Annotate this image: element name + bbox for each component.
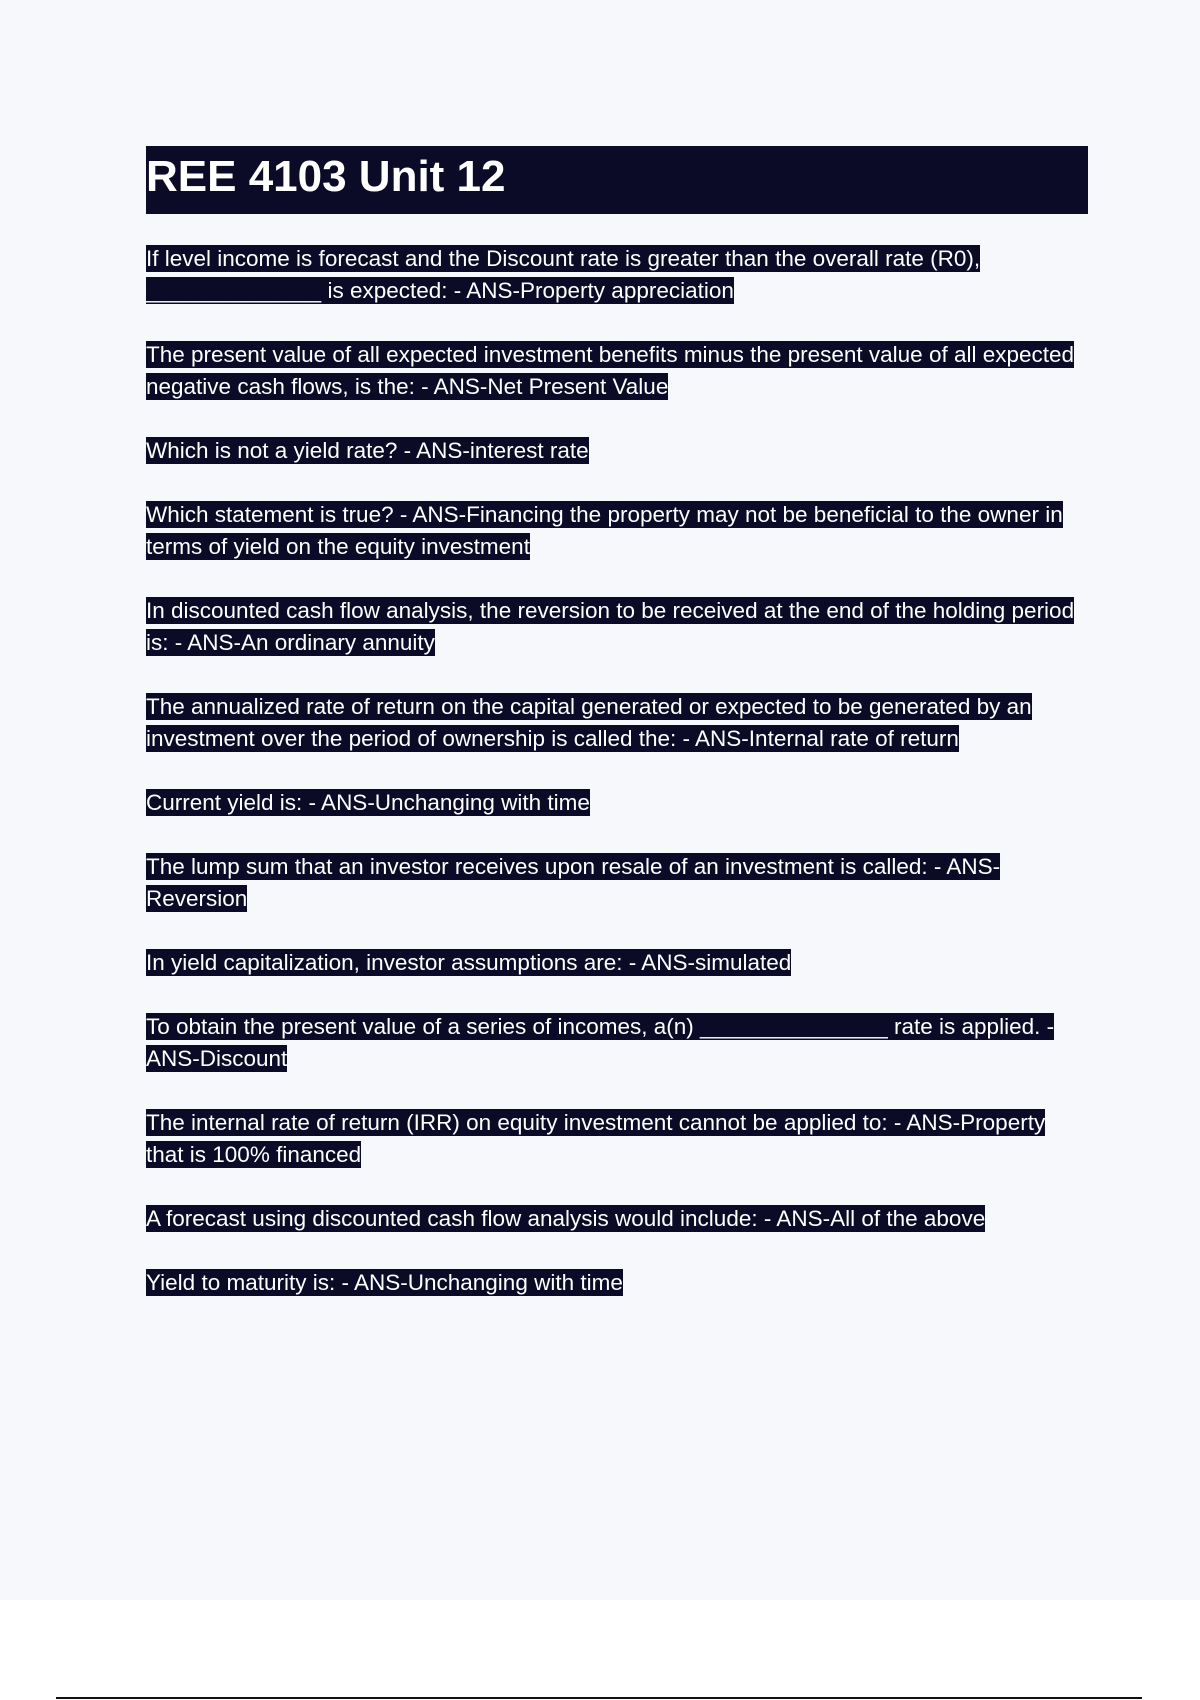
title-bar xyxy=(146,146,1088,214)
qa-item xyxy=(146,691,1088,755)
qa-item xyxy=(146,947,1088,979)
qa-item xyxy=(146,851,1088,915)
qa-text: To obtain the present value of a series of incomes, a(n) _______________ rate is applied. - ANS-Discount xyxy=(146,1014,1055,1071)
qa-text: In discounted cash flow analysis, the reversion to be received at the end of the holding period is: - ANS-An ordinary annuity xyxy=(146,598,1075,655)
qa-text: The present value of all expected investment benefits minus the present value of all expected negative cash flows, is the: - ANS-Net Present Value xyxy=(146,342,1075,399)
qa-item xyxy=(146,339,1088,403)
qa-text: A forecast using discounted cash flow analysis would include: - ANS-All of the above xyxy=(146,1206,986,1231)
document-title: REE 4103 Unit 12 xyxy=(146,152,506,201)
qa-text: If level income is forecast and the Discount rate is greater than the overall rate (R0), ______________ is expected: - ANS-Property appreciation xyxy=(146,246,981,303)
qa-item xyxy=(146,595,1088,659)
qa-item xyxy=(146,787,1088,819)
footer-divider xyxy=(56,1697,1142,1699)
qa-item xyxy=(146,435,1088,467)
qa-text: In yield capitalization, investor assumptions are: - ANS-simulated xyxy=(146,950,792,975)
qa-list xyxy=(146,243,1088,1299)
document-body xyxy=(146,146,1088,1331)
qa-text: The internal rate of return (IRR) on equity investment cannot be applied to: - ANS-Property that is 100% financed xyxy=(146,1110,1046,1167)
qa-text: Yield to maturity is: - ANS-Unchanging with time xyxy=(146,1270,623,1295)
qa-item xyxy=(146,1203,1088,1235)
qa-item xyxy=(146,1011,1088,1075)
qa-item xyxy=(146,1107,1088,1171)
qa-text: Current yield is: - ANS-Unchanging with time xyxy=(146,790,590,815)
qa-item xyxy=(146,499,1088,563)
qa-text: The annualized rate of return on the capital generated or expected to be generated by an investment over the period of ownership is called the: - ANS-Internal rate of return xyxy=(146,694,1032,751)
qa-text: Which statement is true? - ANS-Financing the property may not be beneficial to the owner in terms of yield on the equity investment xyxy=(146,502,1063,559)
qa-item xyxy=(146,243,1088,307)
qa-item xyxy=(146,1267,1088,1299)
qa-text: Which is not a yield rate? - ANS-interest rate xyxy=(146,438,589,463)
qa-text: The lump sum that an investor receives upon resale of an investment is called: - ANS-Reversion xyxy=(146,854,1001,911)
